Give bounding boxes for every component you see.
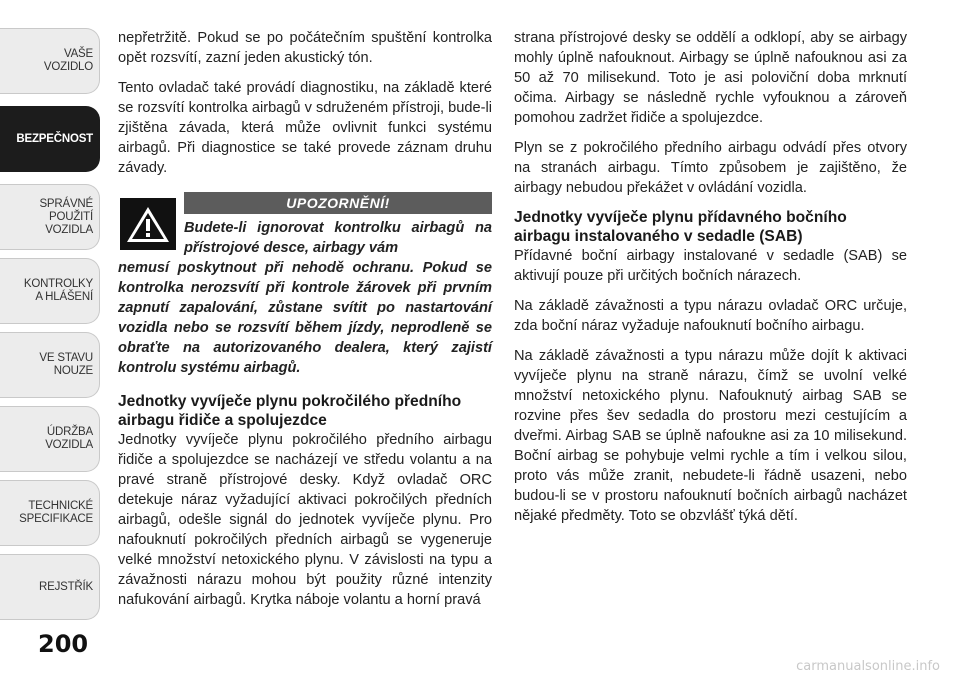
paragraph: Plyn se z pokročilého předního airbagu odvádí přes otvory na stranách airbagu. Tímto způsobem je zajištěno, že airbagy nebudou překážet v ovládání vozidla. [514, 140, 907, 196]
paragraph: nepřetržitě. Pokud se po počátečním spuštění kontrolka opět rozsvítí, zazní jeden akustický tón. [118, 30, 492, 66]
tab-label: VAŠE VOZIDLO [43, 48, 93, 73]
tab-udrzba[interactable] [0, 406, 100, 472]
paragraph: Jednotky vyvíječe plynu pokročilého předního airbagu řidiče a spolujezdce se nacházejí ve středu volantu a na pravé straně přístrojové desky. Když ovladač ORC detekuje náraz vyžadující aktivaci pokročilých předních airbagů, odešle signál do jednotek vyvíječe plynu. Pro nafouknutí pokročilých předních airbagů se vygeneruje velké množství netoxického plynu. V závislosti na typu a závažnosti nárazu mohou být použity různé intenzity nafukování airbagů. Krytka náboje volantu a horní pravá [118, 432, 492, 608]
right-column [514, 28, 907, 536]
tab-label: ÚDRŽBA VOZIDLA [45, 426, 93, 451]
tab-label: VE STAVU NOUZE [39, 352, 93, 377]
tab-label: BEZPEČNOST [16, 132, 93, 145]
tab-label: TECHNICKÉ SPECIFIKACE [19, 500, 93, 525]
tab-kontrolky[interactable] [0, 258, 100, 324]
tab-rejstrik[interactable] [0, 554, 100, 620]
warning-lead: Budete-li ignorovat kontrolku airbagů na přístrojové desce, airbagy vám [184, 220, 492, 256]
paragraph: Na základě závažnosti a typu nárazu může dojít k aktivaci vyvíječe plynu na straně nárazu, čímž se uvolní velké množství netoxického plynu. Nafouknutý airbag SAB se rozvine přes šev sedadla do prostoru mezi cestujícím a dveřmi. Airbag SAB se úplně nafoukne asi za 10 milisekund. Boční airbag se pohybuje velmi rychle a tím i velkou silou, proto vás může zranit, nebudete-li řádně usazeni, nebo budou-li se v prostoru nafouknutí bočních airbagů nacházet nějaké předměty. Toto se obzvlášť týká dětí. [514, 348, 907, 524]
warning-triangle-icon [120, 198, 176, 250]
section-heading: Jednotky vyvíječe plynu přídavného bočního airbagu instalovaného v sedadle (SAB) [514, 209, 847, 245]
section-heading: Jednotky vyvíječe plynu pokročilého předního airbagu řidiče a spolujezdce [118, 393, 462, 429]
watermark: carmanualsonline.info [796, 659, 940, 674]
warning-box [118, 192, 492, 378]
paragraph: Na základě závažnosti a typu nárazu ovladač ORC určuje, zda boční náraz vyžaduje nafouknutí bočního airbagu. [514, 298, 907, 334]
tab-label: REJSTŘÍK [39, 580, 93, 593]
tab-technicke-specifikace[interactable] [0, 480, 100, 546]
tab-vase-vozidlo[interactable] [0, 28, 100, 94]
tab-ve-stavu-nouze[interactable] [0, 332, 100, 398]
warning-title: UPOZORNĚNÍ! [184, 192, 492, 214]
tab-spravne-pouziti[interactable] [0, 184, 100, 250]
page-number: 200 [38, 630, 89, 658]
tab-label: KONTROLKY A HLÁŠENÍ [23, 278, 93, 303]
paragraph: Přídavné boční airbagy instalované v sedadle (SAB) se aktivují pouze při určitých bočních nárazech. [514, 248, 907, 284]
warning-body: nemusí poskytnout při nehodě ochranu. Pokud se kontrolka nerozsvítí při kontrole žárovek při prvním zapnutí zapalování, zůstane svítit po nastartování vozidla nebo se rozsvítí během jízdy, neprodleně se obraťte na autorizovaného dealera, který zajistí kontrolu systému airbagů. [118, 260, 492, 376]
tab-bezpecnost[interactable] [0, 106, 100, 172]
paragraph: strana přístrojové desky se oddělí a odklopí, aby se airbagy mohly úplně nafouknout. Airbagy se úplně nafouknou asi za 50 až 70 milisekund. Toto je asi poloviční doba mrknutí očima. Airbagy se následně rychle vyfouknou a zároveň pomohou zadržet řidiče a spolujezdce. [514, 30, 907, 126]
paragraph: Tento ovladač také provádí diagnostiku, na základě které se rozsvítí kontrolka airbagů v sdruženém přístroji, bude-li zjištěna závada, která může ovlivnit funkci systému airbagů. Při diagnostice se také provede záznam druhu závady. [118, 80, 492, 176]
left-column [118, 28, 492, 620]
tab-label: SPRÁVNÉ POUŽITÍ VOZIDLA [39, 197, 93, 236]
